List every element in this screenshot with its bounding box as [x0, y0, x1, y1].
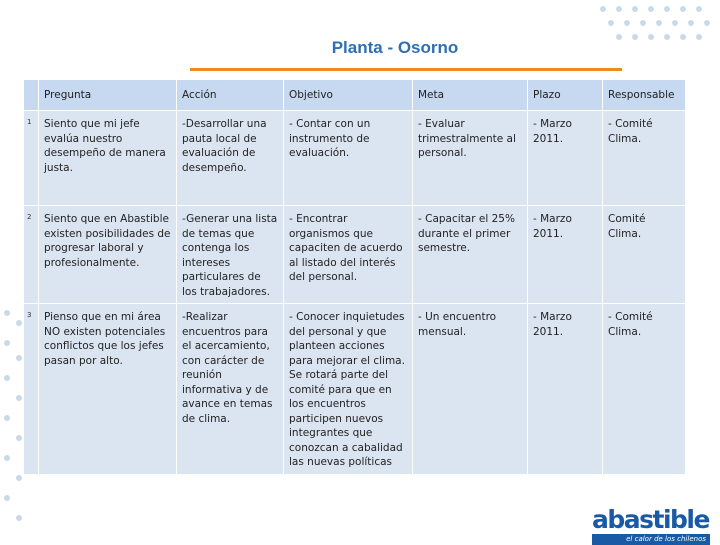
- cell-objetivo: - Contar con un instrumento de evaluación.: [284, 111, 413, 206]
- header-meta: Meta: [413, 80, 528, 111]
- cell-accion: -Generar una lista de temas que contenga los intereses particulares de los trabajadores.: [177, 206, 284, 304]
- cell-objetivo: - Encontrar organismos que capaciten de acuerdo al listado del interés del personal.: [284, 206, 413, 304]
- header-pregunta: Pregunta: [39, 80, 177, 111]
- cell-responsable: - Comité Clima.: [603, 111, 686, 206]
- cell-plazo: - Marzo 2011.: [528, 304, 603, 475]
- page-title: Planta - Osorno: [331, 38, 459, 57]
- logo-tagline: el calor de los chilenos: [592, 534, 710, 545]
- cell-meta: - Capacitar el 25% durante el primer semestre.: [413, 206, 528, 304]
- cell-accion: -Realizar encuentros para el acercamiento, con carácter de reunión informativa y de avance en temas de clima.: [177, 304, 284, 475]
- header-number: [24, 80, 39, 111]
- row-number: 3: [24, 304, 39, 475]
- cell-plazo: - Marzo 2011.: [528, 206, 603, 304]
- cell-pregunta: Siento que en Abastible existen posibilidades de progresar laboral y profesionalmente.: [39, 206, 177, 304]
- title-underline: [190, 68, 622, 71]
- header-accion: Acción: [177, 80, 284, 111]
- cell-meta: - Un encuentro mensual.: [413, 304, 528, 475]
- row-number: 1: [24, 111, 39, 206]
- header-objetivo: Objetivo: [284, 80, 413, 111]
- row-number: 2: [24, 206, 39, 304]
- abastible-logo: [592, 505, 710, 543]
- table-row: [24, 304, 686, 475]
- header-responsable: Responsable: [603, 80, 686, 111]
- logo-wordmark: abastible: [592, 505, 709, 534]
- cell-objetivo: - Conocer inquietudes del personal y que planteen acciones para mejorar el clima. Se rotará parte del comité para que en los encuentros participen nuevos integrantes que conozcan a cabalidad las nuevas políticas: [284, 304, 413, 475]
- action-plan-table: [23, 79, 686, 475]
- cell-responsable: - Comité Clima.: [603, 304, 686, 475]
- header-plazo: Plazo: [528, 80, 603, 111]
- cell-meta: - Evaluar trimestralmente al personal.: [413, 111, 528, 206]
- cell-accion: -Desarrollar una pauta local de evaluación de desempeño.: [177, 111, 284, 206]
- table-header-row: [24, 80, 686, 111]
- table-row: [24, 111, 686, 206]
- cell-plazo: - Marzo 2011.: [528, 111, 603, 206]
- table-row: [24, 206, 686, 304]
- cell-responsable: Comité Clima.: [603, 206, 686, 304]
- cell-pregunta: Siento que mi jefe evalúa nuestro desempeño de manera justa.: [39, 111, 177, 206]
- cell-pregunta: Pienso que en mi área NO existen potenciales conflictos que los jefes pasan por alto.: [39, 304, 177, 475]
